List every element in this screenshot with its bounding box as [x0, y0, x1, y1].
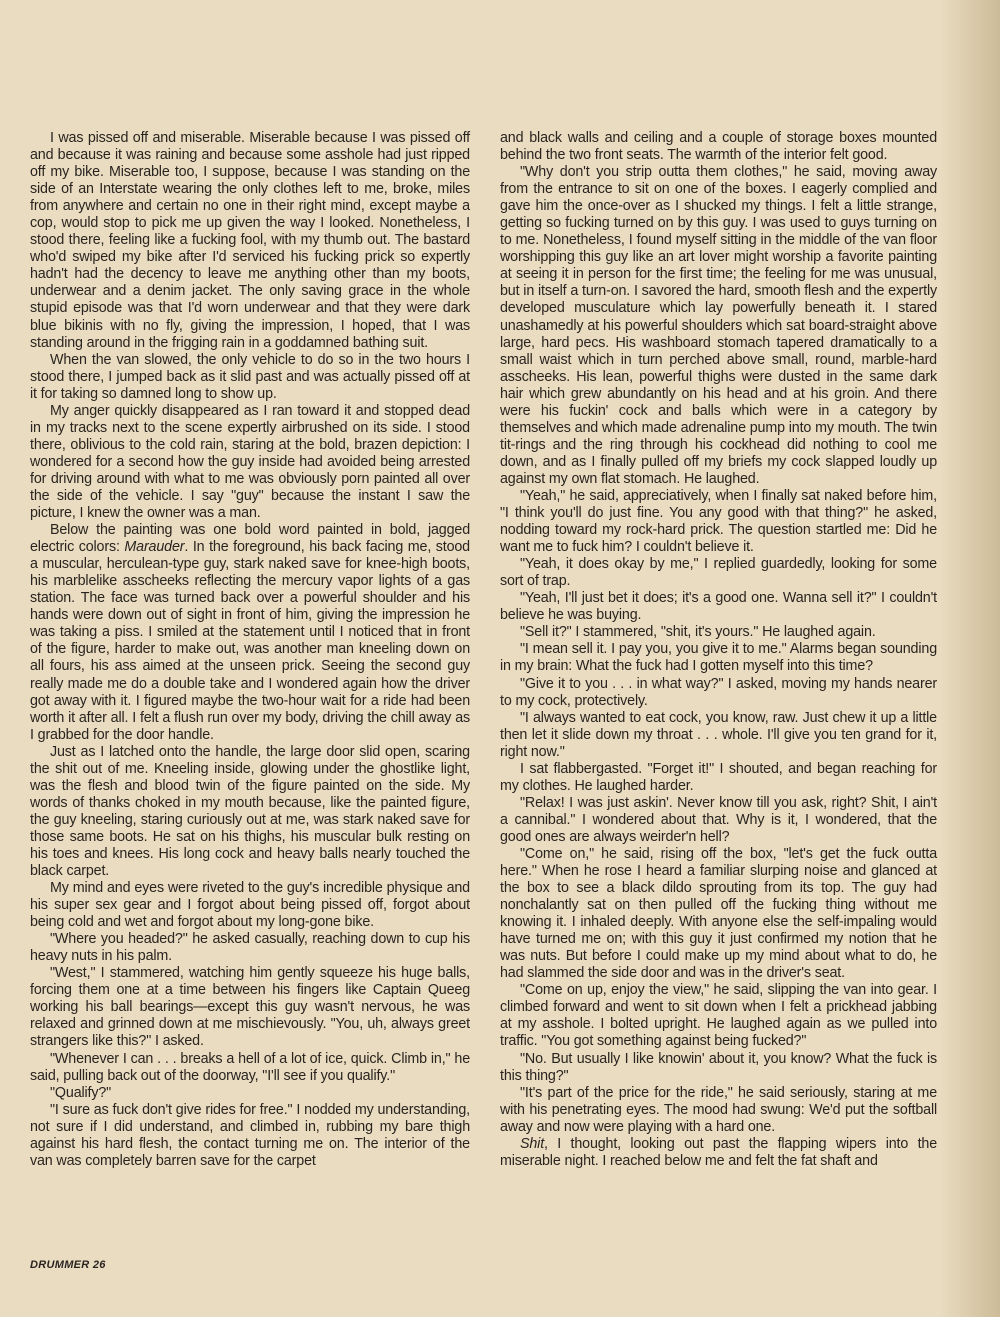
- paragraph: [500, 676, 937, 710]
- text-run: "It's part of the price for the ride," he said seriously, staring at me with his penetrating eyes. The mood had swung: We'd put the softball away and now were playing with a hard one.: [500, 1084, 937, 1135]
- paragraph: [30, 1102, 470, 1170]
- paragraph: [500, 846, 937, 982]
- paragraph: [30, 965, 470, 1050]
- text-run: "West," I stammered, watching him gently squeeze his huge balls, forcing them one at a time between his fingers like Captain Queeg working his ball bearings—except this guy wasn't nervous, he was relaxed and grinned down at me mischievously. "You, uh, always greet strangers like this?" I asked.: [30, 965, 470, 1050]
- page-footer-folio: DRUMMER 26: [30, 1259, 106, 1271]
- paragraph: [30, 522, 470, 744]
- text-run: . In the foreground, his back facing me, stood a muscular, herculean-type guy, stark naked save for knee-high boots, his marblelike asscheeks reflecting the mercury vapor lights of a gas station. The face was turned back over a powerful shoulder and his hands were down out of sight in front of him, giving the impression he was taking a piss. I smiled at the statement until I noticed that in front of the figure, harder to make out, was another man kneeling down on all fours, his ass aimed at the unseen prick. Seeing the second guy really made me do a double take and I wondered again how the driver got away with it. I figured maybe the two-hour wait for a ride had been worth it after all. I felt a flush run over my body, driving the chill away as I grabbed for the door handle.: [30, 539, 470, 743]
- text-run: Below the painting was one bold word painted in bold, jagged electric colors:: [30, 522, 470, 556]
- paragraph: [500, 795, 937, 846]
- paragraph: [500, 624, 937, 641]
- paragraph: [30, 931, 470, 965]
- text-run: "Come on up, enjoy the view," he said, slipping the van into gear. I climbed forward and went to sit down when I felt a prickhead jabbing at my asshole. I bolted upright. He laughed again as we pulled into traffic. "You got something against being fucked?": [500, 982, 937, 1050]
- text-run: "Where you headed?" he asked casually, reaching down to cup his heavy nuts in his palm.: [30, 931, 470, 965]
- paragraph: [500, 1085, 937, 1136]
- text-run: "I sure as fuck don't give rides for free." I nodded my understanding, not sure if I did understand, and climbed in, rubbing my bare thigh against his hard flesh, the contact turning me on. The interior of the van was completely barren save for the carpet: [30, 1101, 470, 1169]
- text-run: "Yeah," he said, appreciatively, when I finally sat naked before him, "I think you'll do just fine. You any good with that thing?" he asked, nodding toward my rock-hard prick. The question startled me: Did he want me to fuck him? I couldn't believe it.: [500, 487, 937, 556]
- text-run: Just as I latched onto the handle, the large door slid open, scaring the shit out of me. Kneeling inside, glowing under the ghostlike light, was the flesh and blood twin of the figure painted on the side. My words of thanks choked in my mouth because, like the painted figure, the guy kneeling, staring curiously out at me, was stark naked save for those same boots. He sat on his thighs, his muscular bulk resting on his toes and knees. His long cock and heavy balls nearly touched the black carpet.: [30, 743, 470, 880]
- paragraph: [500, 130, 937, 164]
- paragraph: [500, 982, 937, 1050]
- text-run: "I always wanted to eat cock, you know, raw. Just chew it up a little then let it slide down my throat . . . whole. I'll give you ten grand for it, right now.": [500, 709, 937, 760]
- text-run: "No. But usually I like knowin' about it, you know? What the fuck is this thing?": [500, 1050, 937, 1084]
- text-run: "Yeah, I'll just bet it does; it's a good one. Wanna sell it?" I couldn't believe he was buying.: [500, 590, 937, 624]
- text-run: "Sell it?" I stammered, "shit, it's yours." He laughed again.: [520, 624, 876, 641]
- text-run: "Come on," he said, rising off the box, "let's get the fuck outta here." When he rose I heard a familiar slurping noise and glanced at the box to see a black dildo sprouting from its top. The guy had nonchalantly sat on then pulled off the fucking thing without me knowing it. I inhaled deeply. With anyone else the self-impaling would have turned me on; with this guy it just confirmed my notion that he was nuts. But before I could make up my mind about what to do, he had slammed the side door and was in the driver's seat.: [500, 845, 937, 982]
- text-run: "Yeah, it does okay by me," I replied guardedly, looking for some sort of trap.: [500, 556, 937, 590]
- text-run: I sat flabbergasted. "Forget it!" I shouted, and began reaching for my clothes. He laughed harder.: [500, 760, 937, 794]
- paragraph: [30, 744, 470, 880]
- text-run: "Whenever I can . . . breaks a hell of a lot of ice, quick. Climb in," he said, pulling back out of the doorway, "I'll see if you qualify.": [30, 1050, 470, 1084]
- paragraph: [30, 1051, 470, 1085]
- text-run: My anger quickly disappeared as I ran toward it and stopped dead in my tracks next to the scene expertly airbrushed on its side. I stood there, oblivious to the cold rain, staring at the bold, brazen depiction: I wondered for a second how the guy inside had avoided being arrested for driving around with what to me was obviously porn painted all over the side of the vehicle. I say "guy" because the instant I saw the picture, I knew the owner was a man.: [30, 402, 470, 522]
- italic-text: Marauder: [124, 539, 185, 556]
- text-run: "Qualify?": [50, 1084, 112, 1101]
- text-run: I was pissed off and miserable. Miserable because I was pissed off and because it was raining and because some asshole had just ripped off my bike. Miserable too, I suppose, because I was standing on the side of an Interstate wearing the only clothes left to me, broke, miles from anywhere and certain no one in their right mind, except maybe a cop, would stop to pick me up given the way I looked. Nonetheless, I stood there, feeling like a fucking fool, with my thumb out. The bastard who'd swiped my bike after I'd serviced his fucking prick so expertly hadn't had the decency to leave me anything other than my boots, underwear and a denim jacket. The only saving grace in the whole stupid episode was that I'd worn underwear and that they were dark blue bikinis with no fly, giving the impression, I hoped, that I was standing around in the frigging rain in a goddamned bathing suit.: [30, 130, 470, 351]
- right-text-column: [500, 130, 937, 1170]
- paragraph: [500, 1051, 937, 1085]
- paragraph: [30, 1085, 470, 1102]
- paragraph: [500, 590, 937, 624]
- text-run: and black walls and ceiling and a couple of storage boxes mounted behind the two front seats. The warmth of the interior felt good.: [500, 130, 937, 164]
- paragraph: [30, 130, 470, 352]
- paragraph: [500, 710, 937, 761]
- paragraph: [500, 761, 937, 795]
- text-run: "I mean sell it. I pay you, you give it to me." Alarms began sounding in my brain: What the fuck had I gotten myself into this time?: [500, 641, 937, 675]
- text-run: My mind and eyes were riveted to the guy's incredible physique and his super sex gear and I forgot about being pissed off, forgot about being cold and wet and forgot about my long-gone bike.: [30, 880, 470, 931]
- paragraph: [30, 403, 470, 522]
- paragraph: [500, 164, 937, 488]
- paragraph: [500, 641, 937, 675]
- text-run: "Relax! I was just askin'. Never know till you ask, right? Shit, I ain't a cannibal." I wondered about that. Why is it, I wondered, that the good ones are always weirder'n hell?: [500, 794, 937, 845]
- text-run: , I thought, looking out past the flapping wipers into the miserable night. I reached below me and felt the fat shaft and: [500, 1135, 937, 1169]
- text-run: "Why don't you strip outta them clothes," he said, moving away from the entrance to sit on one of the boxes. I eagerly complied and gave him the once-over as I shucked my things. I felt a little strange, getting so fucking turned on by this guy. I was used to guys turning on to me. Nonetheless, I found myself sitting in the middle of the van floor worshipping this guy like an art lover might worship a favorite painting at seeing it in person for the first time; the feeling for me was unusual, but in itself a turn-on. I savored the hard, smooth flesh and the expertly developed musculature which lay powerfully beneath it. I stared unashamedly at his powerful shoulders which sat board-straight above large, hard pecs. His washboard stomach tapered dramatically to a small waist which in turn perched above small, round, marble-hard asscheeks. His lean, powerful thighs were dusted in the same dark hair which grew abundantly on his head and at his groin. And there were his fuckin' cock and balls which were in a category by themselves and which made adrenaline pump into my mouth. The twin tit-rings and the ring through his cockhead did nothing to cool me down, and as I finally pulled off my briefs my cock slapped loudly up against my own flat stomach. He laughed.: [500, 164, 937, 487]
- left-text-column: [30, 130, 470, 1170]
- italic-text: Shit: [520, 1135, 545, 1152]
- paragraph: [500, 1136, 937, 1170]
- paragraph: [500, 556, 937, 590]
- paragraph: [30, 352, 470, 403]
- page-edge-shadow: [940, 0, 1000, 1317]
- text-run: "Give it to you . . . in what way?" I asked, moving my hands nearer to my cock, protectively.: [500, 675, 937, 709]
- text-run: When the van slowed, the only vehicle to do so in the two hours I stood there, I jumped back as it slid past and was actually pissed off at it for taking so damned long to show up.: [30, 351, 470, 402]
- paragraph: [30, 880, 470, 931]
- paragraph: [500, 488, 937, 556]
